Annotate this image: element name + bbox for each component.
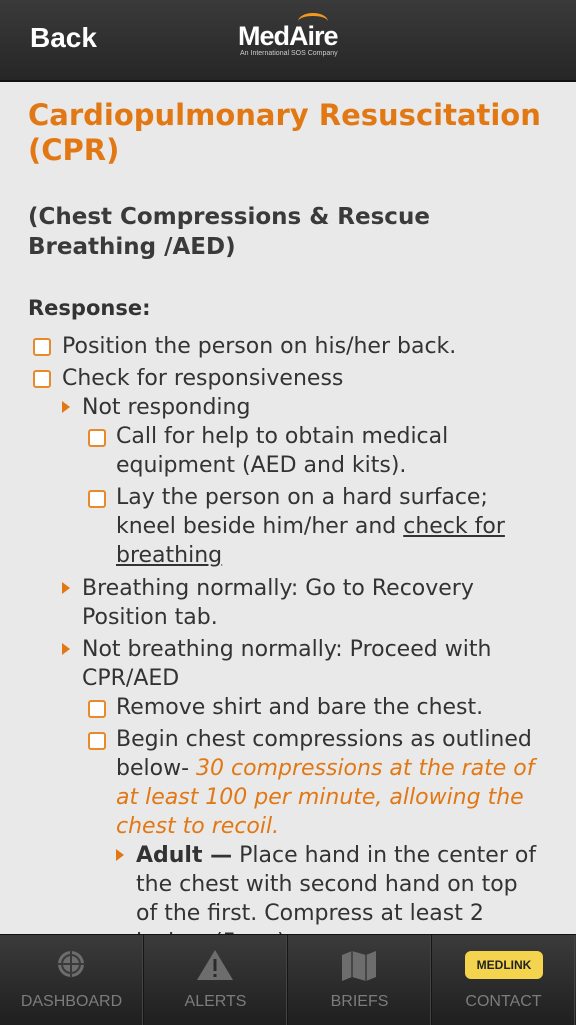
begin-text-2a: below- xyxy=(116,756,196,781)
tab-dashboard[interactable] xyxy=(0,935,144,1025)
medaire-logo xyxy=(238,22,348,57)
breathing-text-2: Position tab. xyxy=(82,605,218,630)
call-help-text-2: equipment (AED and kits). xyxy=(116,453,407,478)
item-position-text: Position the person on his/her back. xyxy=(62,334,457,359)
content-area[interactable] xyxy=(0,82,576,934)
lay-text-2a: kneel beside him/her and xyxy=(116,514,404,539)
map-icon xyxy=(338,947,380,983)
not-breathing-text-1: Not breathing normally: Proceed with xyxy=(82,637,492,662)
begin-text-3: at least 100 per minute, allowing the xyxy=(116,785,524,810)
not-breathing-text-2: CPR/AED xyxy=(82,666,180,691)
logo-arc-icon xyxy=(298,13,328,30)
lay-text-1: Lay the person on a hard surface; xyxy=(116,485,488,510)
checkbox-position[interactable] xyxy=(33,338,51,356)
tab-contact[interactable] xyxy=(432,935,575,1025)
adult-text-2: the chest with second hand on top xyxy=(136,872,518,897)
adult-text-1b: Place hand in the center of xyxy=(232,843,537,868)
checkbox-remove-shirt[interactable] xyxy=(88,700,106,718)
not-responding-text: Not responding xyxy=(82,395,251,420)
check-breathing-link[interactable]: check for xyxy=(403,514,505,539)
tab-briefs[interactable] xyxy=(288,935,432,1025)
back-button[interactable]: Back xyxy=(30,22,97,53)
bullet-arrow-icon xyxy=(62,643,70,655)
begin-text-2 xyxy=(116,754,535,783)
checkbox-call-help[interactable] xyxy=(88,429,106,447)
adult-text-1 xyxy=(136,841,536,870)
breathing-text-1: Breathing normally: Go to Recovery xyxy=(82,576,474,601)
call-help-text-1: Call for help to obtain medical xyxy=(116,424,449,449)
bullet-arrow-icon xyxy=(62,582,70,594)
item-check-text: Check for responsiveness xyxy=(62,366,344,391)
begin-text-4: chest to recoil. xyxy=(116,814,280,839)
checkbox-responsiveness[interactable] xyxy=(33,370,51,388)
logo-text: MedAire xyxy=(238,21,338,51)
breathing-link[interactable]: breathing xyxy=(116,543,223,568)
tab-briefs-label: BRIEFS xyxy=(330,993,389,1010)
remove-shirt-text: Remove shirt and bare the chest. xyxy=(116,695,484,720)
adult-label: Adult — xyxy=(136,843,233,868)
tab-bar xyxy=(0,934,576,1025)
tab-alerts[interactable] xyxy=(144,935,288,1025)
logo-subtext: An International SOS Company xyxy=(240,50,338,57)
page-title: Cardiopulmonary Resuscitation (CPR) xyxy=(28,98,541,167)
begin-text-2b: 30 compressions at the rate of xyxy=(196,756,535,781)
alert-icon xyxy=(194,947,236,983)
tab-dashboard-label: DASHBOARD xyxy=(20,993,123,1010)
checkbox-lay-person[interactable] xyxy=(88,490,106,508)
tab-contact-label: CONTACT xyxy=(465,993,542,1010)
dashboard-icon xyxy=(50,947,92,983)
page-subtitle: (Chest Compressions & Rescue Breathing /AED) xyxy=(28,204,430,260)
response-heading: Response: xyxy=(28,296,151,320)
begin-text-1: Begin chest compressions as outlined xyxy=(116,727,532,752)
lay-text-2 xyxy=(116,512,505,541)
checkbox-begin-compressions[interactable] xyxy=(88,732,106,750)
medlink-badge: MEDLINK xyxy=(465,951,543,979)
bullet-arrow-icon xyxy=(62,401,70,413)
adult-text-3: of the first. Compress at least 2 xyxy=(136,901,484,926)
tab-alerts-label: ALERTS xyxy=(184,993,247,1010)
top-bar xyxy=(0,0,576,82)
bullet-arrow-icon xyxy=(116,849,124,861)
